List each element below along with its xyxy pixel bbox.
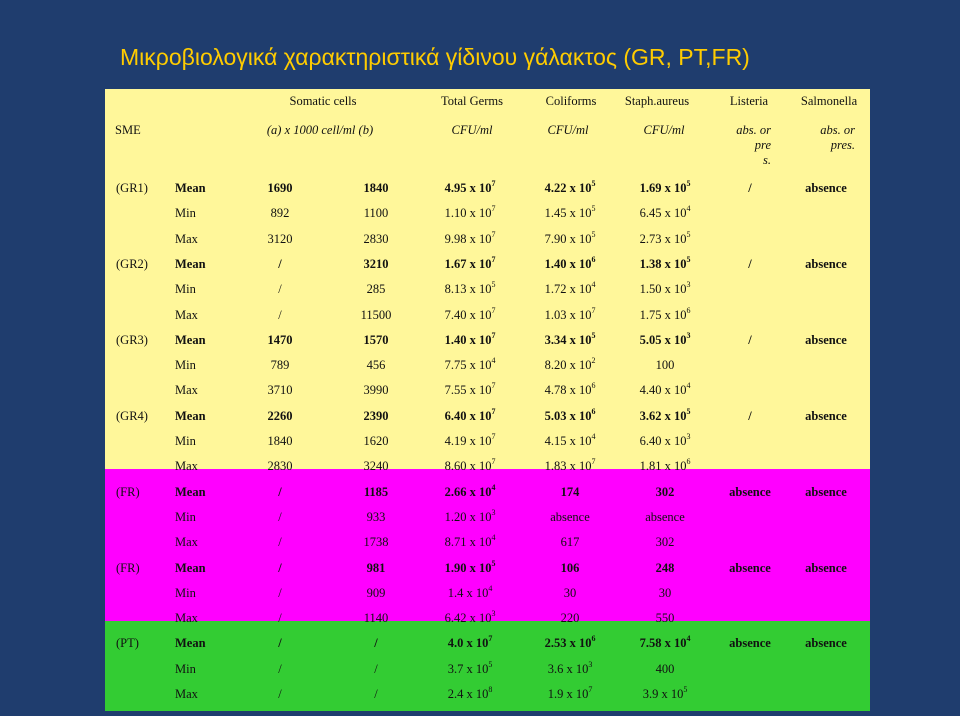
somatic-a: 2830 — [267, 459, 293, 473]
salmonella-value: absence — [805, 561, 847, 575]
group-label: (GR4) — [116, 409, 148, 423]
salmonella-value: absence — [805, 409, 847, 423]
value-mantissa: 8.20 x 10 — [544, 358, 592, 372]
value-mantissa: 1.72 x 10 — [544, 282, 592, 296]
value-exponent: 4 — [488, 584, 493, 593]
stat-label: Max — [175, 308, 198, 322]
stat-label: Max — [175, 687, 198, 701]
value-mantissa: 6.40 x 10 — [444, 409, 492, 423]
value-mantissa: 3.9 x 10 — [642, 687, 684, 701]
slide-title: Μικροβιολογικά χαρακτηριστικά γίδινου γάλακτος (GR, PT,FR) — [120, 44, 750, 70]
value-exponent: 7 — [491, 179, 496, 188]
somatic-a: 1470 — [267, 333, 293, 347]
group-label: (FR) — [116, 561, 140, 575]
somatic-unit: (a) x 1000 cell/ml (b) — [266, 123, 374, 137]
somatic-b: 2830 — [363, 232, 389, 246]
value-mantissa: 5.05 x 10 — [639, 333, 687, 347]
somatic-a: / — [278, 308, 282, 322]
value-mantissa: 3.34 x 10 — [544, 333, 592, 347]
value-mantissa: 1.83 x 10 — [544, 459, 592, 473]
somatic-a: / — [278, 636, 282, 650]
value-mantissa: 4.0 x 10 — [447, 636, 489, 650]
somatic-a: 1840 — [267, 434, 293, 448]
value-exponent: 3 — [491, 508, 496, 517]
value-exponent: 4 — [686, 204, 691, 213]
value-exponent: 6 — [591, 255, 596, 264]
somatic-a: / — [278, 586, 282, 600]
somatic-a: / — [278, 611, 282, 625]
value-exponent: 5 — [686, 230, 691, 239]
value-exponent: 7 — [491, 331, 496, 340]
value-exponent: 5 — [683, 685, 688, 694]
value-mantissa: 5.03 x 10 — [544, 409, 592, 423]
listeria-unit: s. — [763, 153, 771, 167]
value-exponent: 7 — [491, 457, 496, 466]
value-exponent: 7 — [588, 685, 593, 694]
value-mantissa: 302 — [655, 535, 675, 549]
stat-label: Mean — [175, 409, 206, 423]
somatic-b: 909 — [366, 586, 386, 600]
value-exponent: 3 — [588, 660, 593, 669]
somatic-b: 3240 — [363, 459, 389, 473]
stat-label: Min — [175, 206, 196, 220]
listeria-value: / — [748, 181, 752, 195]
salmonella-unit: abs. or — [820, 123, 855, 137]
salmonella-value: absence — [805, 485, 847, 499]
value-mantissa: 6.45 x 10 — [639, 206, 687, 220]
value-exponent: 4 — [591, 432, 596, 441]
value-mantissa: 400 — [655, 662, 675, 676]
stat-label: Max — [175, 383, 198, 397]
staph-value — [605, 383, 725, 397]
somatic-b: 1738 — [363, 535, 389, 549]
value-exponent: 6 — [591, 634, 596, 643]
value-mantissa: 4.15 x 10 — [544, 434, 592, 448]
value-mantissa: 174 — [560, 485, 580, 499]
somatic-a: / — [278, 561, 282, 575]
listeria-value: absence — [729, 485, 771, 499]
somatic-b: / — [374, 662, 378, 676]
value-mantissa: 2.4 x 10 — [447, 687, 489, 701]
stat-label: Min — [175, 586, 196, 600]
staph-value — [605, 282, 725, 296]
somatic-a: 789 — [270, 358, 290, 372]
staph-value — [605, 586, 725, 600]
value-mantissa: 1.90 x 10 — [444, 561, 492, 575]
value-mantissa: 220 — [560, 611, 580, 625]
value-exponent: 6 — [686, 457, 691, 466]
salmonella-value: absence — [805, 636, 847, 650]
value-mantissa: 7.90 x 10 — [544, 232, 592, 246]
value-exponent: 5 — [488, 660, 493, 669]
listeria-value: / — [748, 257, 752, 271]
staph-value — [605, 232, 725, 246]
stat-label: Max — [175, 232, 198, 246]
value-exponent: 7 — [591, 306, 596, 315]
value-mantissa: 30 — [658, 586, 672, 600]
value-mantissa: 7.58 x 10 — [639, 636, 687, 650]
value-exponent: 7 — [491, 381, 496, 390]
value-exponent: 6 — [591, 407, 596, 416]
staph-value — [605, 358, 725, 372]
stat-label: Mean — [175, 636, 206, 650]
value-mantissa: 1.9 x 10 — [547, 687, 589, 701]
value-exponent: 3 — [686, 280, 691, 289]
column-header: Listeria — [729, 94, 769, 108]
value-mantissa: 7.55 x 10 — [444, 383, 492, 397]
staph-value — [605, 459, 725, 473]
staph-value — [605, 535, 725, 549]
listeria-value: / — [748, 409, 752, 423]
value-mantissa: 4.40 x 10 — [639, 383, 687, 397]
listeria-unit: abs. or — [736, 123, 771, 137]
staph-value — [605, 206, 725, 220]
listeria-unit: pre — [754, 138, 771, 152]
somatic-a: / — [278, 535, 282, 549]
value-mantissa: 8.13 x 10 — [444, 282, 492, 296]
somatic-b: 1100 — [363, 206, 389, 220]
value-mantissa: 1.20 x 10 — [444, 510, 492, 524]
stat-label: Min — [175, 662, 196, 676]
value-mantissa: 6.40 x 10 — [639, 434, 687, 448]
value-mantissa: 1.50 x 10 — [639, 282, 687, 296]
value-exponent: 4 — [491, 356, 496, 365]
value-mantissa: 1.03 x 10 — [544, 308, 592, 322]
somatic-b: 1620 — [363, 434, 389, 448]
value-exponent: 7 — [491, 407, 496, 416]
somatic-a: / — [278, 662, 282, 676]
stat-label: Min — [175, 434, 196, 448]
somatic-a: 3710 — [267, 383, 293, 397]
value-exponent: 8 — [488, 685, 493, 694]
value-mantissa: 1.38 x 10 — [639, 257, 687, 271]
somatic-b: 1140 — [363, 611, 389, 625]
somatic-b: 1840 — [363, 181, 389, 195]
value-mantissa: absence — [550, 510, 590, 524]
somatic-b: 1185 — [363, 485, 389, 499]
value-exponent: 6 — [591, 381, 596, 390]
value-exponent: 4 — [491, 533, 496, 542]
value-exponent: 4 — [591, 280, 596, 289]
value-exponent: 7 — [491, 255, 496, 264]
value-exponent: 7 — [591, 457, 596, 466]
column-header: Staph.aureus — [624, 94, 690, 108]
value-mantissa: 3.62 x 10 — [639, 409, 687, 423]
value-exponent: 3 — [686, 432, 691, 441]
staph-value — [605, 308, 725, 322]
listeria-value: absence — [729, 636, 771, 650]
somatic-a: 1690 — [267, 181, 293, 195]
somatic-a: / — [278, 687, 282, 701]
value-exponent: 5 — [591, 179, 596, 188]
group-label: (GR2) — [116, 257, 148, 271]
value-exponent: 7 — [491, 306, 496, 315]
value-mantissa: 7.75 x 10 — [444, 358, 492, 372]
value-mantissa: 1.40 x 10 — [544, 257, 592, 271]
value-mantissa: absence — [645, 510, 685, 524]
value-mantissa: 1.75 x 10 — [639, 308, 687, 322]
somatic-b: 2390 — [363, 409, 389, 423]
value-exponent: 3 — [491, 609, 496, 618]
value-mantissa: 1.4 x 10 — [447, 586, 489, 600]
somatic-a: / — [278, 510, 282, 524]
staph-value — [605, 662, 725, 676]
value-mantissa: 4.78 x 10 — [544, 383, 592, 397]
value-exponent: 5 — [591, 331, 596, 340]
total-germs-unit: CFU/ml — [451, 123, 493, 137]
value-mantissa: 1.69 x 10 — [639, 181, 687, 195]
column-header: Total Germs — [441, 94, 503, 108]
group-label: (GR1) — [116, 181, 148, 195]
value-mantissa: 8.71 x 10 — [444, 535, 492, 549]
column-header: Salmonella — [800, 94, 858, 108]
value-exponent: 7 — [491, 230, 496, 239]
stat-label: Mean — [175, 561, 206, 575]
value-exponent: 5 — [686, 179, 691, 188]
stat-label: Mean — [175, 181, 206, 195]
value-exponent: 5 — [686, 255, 691, 264]
value-mantissa: 100 — [655, 358, 675, 372]
value-mantissa: 4.95 x 10 — [444, 181, 492, 195]
somatic-a: / — [278, 257, 282, 271]
value-mantissa: 4.22 x 10 — [544, 181, 592, 195]
somatic-b: 933 — [366, 510, 386, 524]
somatic-b: 3210 — [363, 257, 389, 271]
value-exponent: 2 — [591, 356, 596, 365]
somatic-b: 456 — [366, 358, 386, 372]
somatic-b: 3990 — [363, 383, 389, 397]
staph-value — [605, 611, 725, 625]
staph-value — [605, 510, 725, 524]
value-mantissa: 9.98 x 10 — [444, 232, 492, 246]
value-mantissa: 30 — [563, 586, 577, 600]
somatic-b: 285 — [366, 282, 386, 296]
value-exponent: 7 — [491, 204, 496, 213]
value-mantissa: 1.10 x 10 — [444, 206, 492, 220]
stat-label: Mean — [175, 333, 206, 347]
value-mantissa: 2.73 x 10 — [639, 232, 687, 246]
group-label: (GR3) — [116, 333, 148, 347]
value-exponent: 7 — [488, 634, 493, 643]
somatic-b: 1570 — [363, 333, 389, 347]
somatic-a: / — [278, 485, 282, 499]
column-header: Somatic cells — [289, 94, 357, 108]
value-exponent: 5 — [686, 407, 691, 416]
stat-label: Max — [175, 611, 198, 625]
value-exponent: 6 — [686, 306, 691, 315]
value-exponent: 7 — [491, 432, 496, 441]
value-mantissa: 2.66 x 10 — [444, 485, 492, 499]
salmonella-value: absence — [805, 257, 847, 271]
value-mantissa: 7.40 x 10 — [444, 308, 492, 322]
group-label: (PT) — [116, 636, 139, 650]
salmonella-value: absence — [805, 333, 847, 347]
stat-label: Min — [175, 510, 196, 524]
value-mantissa: 1.81 x 10 — [639, 459, 687, 473]
somatic-b: 11500 — [360, 308, 392, 322]
salmonella-value: absence — [805, 181, 847, 195]
value-exponent: 4 — [491, 483, 496, 492]
staph-unit: CFU/ml — [643, 123, 685, 137]
listeria-value: / — [748, 333, 752, 347]
value-mantissa: 3.7 x 10 — [447, 662, 489, 676]
value-exponent: 3 — [686, 331, 691, 340]
value-mantissa: 8.60 x 10 — [444, 459, 492, 473]
somatic-a: 3120 — [267, 232, 293, 246]
staph-value — [605, 434, 725, 448]
stat-label: Min — [175, 282, 196, 296]
somatic-b: 981 — [366, 561, 386, 575]
column-header: Coliforms — [545, 94, 597, 108]
value-mantissa: 6.42 x 10 — [444, 611, 492, 625]
value-mantissa: 550 — [655, 611, 675, 625]
value-exponent: 5 — [591, 204, 596, 213]
value-exponent: 4 — [686, 381, 691, 390]
value-exponent: 5 — [591, 230, 596, 239]
sme-label: SME — [115, 123, 141, 137]
value-mantissa: 617 — [560, 535, 580, 549]
stat-label: Max — [175, 535, 198, 549]
listeria-value: absence — [729, 561, 771, 575]
value-mantissa: 1.67 x 10 — [444, 257, 492, 271]
somatic-a: / — [278, 282, 282, 296]
group-label: (FR) — [116, 485, 140, 499]
value-mantissa: 106 — [560, 561, 580, 575]
staph-value — [605, 687, 725, 701]
coliforms-unit: CFU/ml — [547, 123, 589, 137]
stat-label: Mean — [175, 257, 206, 271]
stat-label: Mean — [175, 485, 206, 499]
value-mantissa: 2.53 x 10 — [544, 636, 592, 650]
value-mantissa: 1.40 x 10 — [444, 333, 492, 347]
somatic-a: 2260 — [267, 409, 293, 423]
value-mantissa: 248 — [655, 561, 675, 575]
value-mantissa: 3.6 x 10 — [547, 662, 589, 676]
value-exponent: 5 — [491, 280, 496, 289]
salmonella-unit: pres. — [830, 138, 855, 152]
value-exponent: 5 — [491, 559, 496, 568]
value-mantissa: 302 — [655, 485, 675, 499]
value-mantissa: 1.45 x 10 — [544, 206, 592, 220]
somatic-a: 892 — [270, 206, 290, 220]
stat-label: Max — [175, 459, 198, 473]
value-mantissa: 4.19 x 10 — [444, 434, 492, 448]
value-exponent: 4 — [686, 634, 691, 643]
stat-label: Min — [175, 358, 196, 372]
somatic-b: / — [374, 687, 378, 701]
somatic-b: / — [374, 636, 378, 650]
